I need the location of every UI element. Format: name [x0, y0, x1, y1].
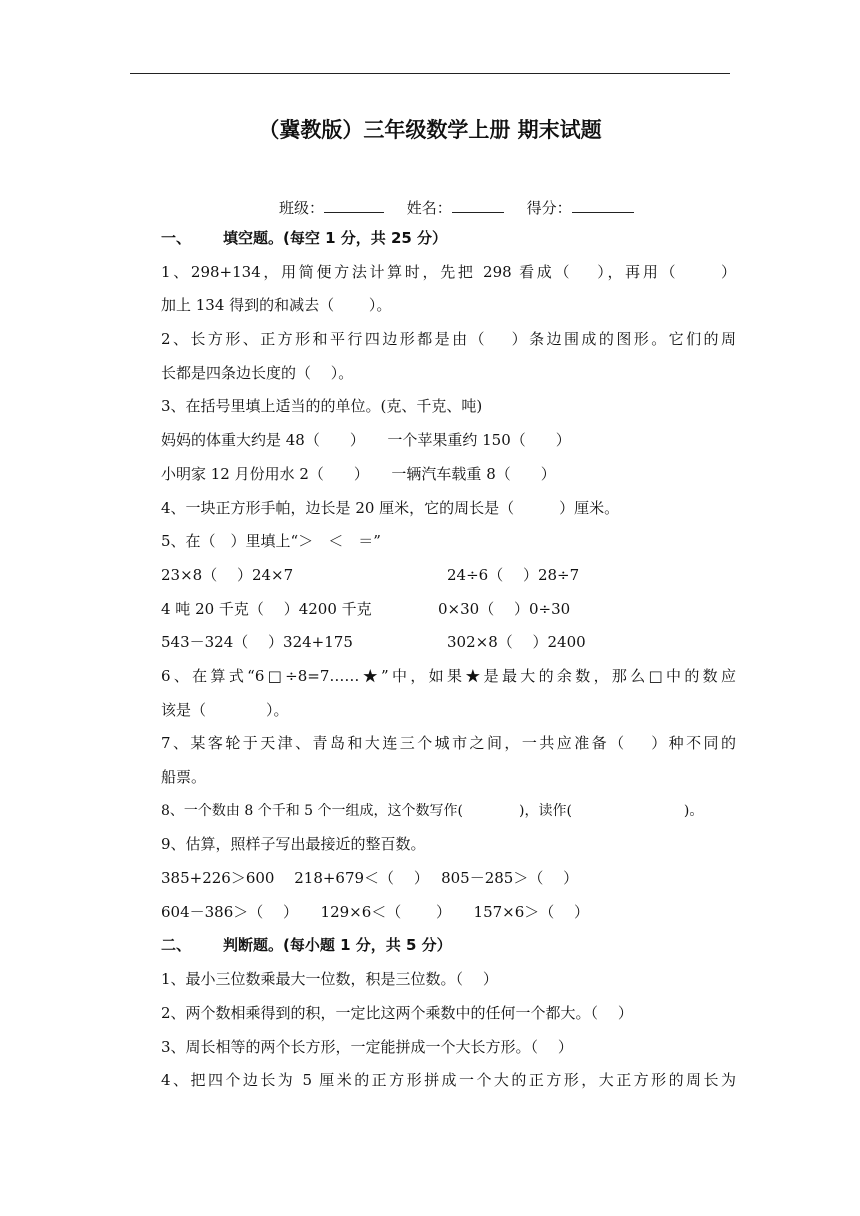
question-line: 小明家 12 月份用水 2（ ） 一辆汽车载重 8（ ）: [161, 464, 556, 483]
compare-right: 302×8（ ）2400: [447, 633, 586, 652]
compare-left: 543－324（ ）324+175: [161, 633, 353, 652]
question-line: 4、把四个边长为 5 厘米的正方形拼成一个大的正方形，大正方形的周长为: [161, 1071, 736, 1090]
question-line: 5、在（ ）里填上“＞ ＜ ＝”: [161, 532, 381, 551]
section-title: 填空题。(每空 1 分，共 25 分）: [223, 229, 448, 247]
question-line: 3、周长相等的两个长方形，一定能拼成一个大长方形。（ ）: [161, 1037, 573, 1056]
question-line: 9、估算，照样子写出最接近的整百数。: [161, 835, 426, 854]
header-rule: [130, 73, 730, 74]
question-line: 8、一个数由 8 个千和 5 个一组成，这个数写作( )，读作( )。: [161, 802, 704, 819]
question-line: 604－386＞（ ） 129×6＜（ ） 157×6＞（ ）: [161, 902, 590, 921]
question-line: 3、在括号里填上适当的的单位。(克、千克、吨): [161, 397, 483, 416]
question-line: 该是（ ）。: [161, 700, 289, 719]
compare-row: [161, 593, 736, 627]
compare-row: [161, 559, 736, 593]
section-heading-fill-blank: [161, 222, 736, 256]
question-line: 1、最小三位数乘最大一位数，积是三位数。（ ）: [161, 970, 498, 989]
question-line: 加上 134 得到的和减去（ ）。: [161, 296, 392, 315]
section-title: 判断题。(每小题 1 分，共 5 分）: [223, 936, 452, 955]
section-number: 一、: [161, 229, 192, 247]
compare-row: [161, 626, 736, 660]
question-line: 385+226＞600 218+679＜（ ） 805－285＞（ ）: [161, 869, 579, 888]
student-info-line: [279, 197, 652, 218]
class-blank[interactable]: [324, 198, 384, 213]
class-label: 班级：: [279, 199, 325, 217]
question-line: 7、某客轮于天津、青岛和大连三个城市之间，一共应准备（ ）种不同的: [161, 734, 736, 753]
score-blank[interactable]: [572, 198, 634, 213]
name-blank[interactable]: [452, 198, 504, 213]
question-line: 1、298+134，用简便方法计算时，先把 298 看成（ ），再用（ ）: [161, 262, 736, 281]
compare-right: 24÷6（ ）28÷7: [447, 565, 580, 584]
score-label: 得分：: [526, 199, 572, 217]
question-line: 船票。: [161, 768, 207, 786]
compare-left: 4 吨 20 千克（ ）4200 千克: [161, 599, 372, 618]
name-label: 姓名：: [406, 199, 452, 217]
question-line: 4、一块正方形手帕，边长是 20 厘米，它的周长是（ ）厘米。: [161, 498, 620, 517]
question-line: 妈妈的体重大约是 48（ ） 一个苹果重约 150（ ）: [161, 431, 571, 450]
page-title: （冀教版）三年级数学上册 期末试题: [258, 118, 602, 142]
compare-left: 23×8（ ）24×7: [161, 565, 294, 584]
compare-right: 0×30（ ）0÷30: [438, 599, 571, 618]
exam-content: [161, 222, 736, 1098]
question-line: 2、两个数相乘得到的积，一定比这两个乘数中的任何一个都大。（ ）: [161, 1003, 633, 1022]
question-line: 长都是四条边长度的（ ）。: [161, 363, 354, 382]
question-line: 2、长方形、正方形和平行四边形都是由（ ）条边围成的图形。它们的周: [161, 330, 736, 349]
question-line: 6、在算式“6□÷8=7……★”中，如果★是最大的余数，那么□中的数应: [161, 666, 736, 685]
section-number: 二、: [161, 936, 192, 955]
section-heading-true-false: [161, 929, 736, 963]
